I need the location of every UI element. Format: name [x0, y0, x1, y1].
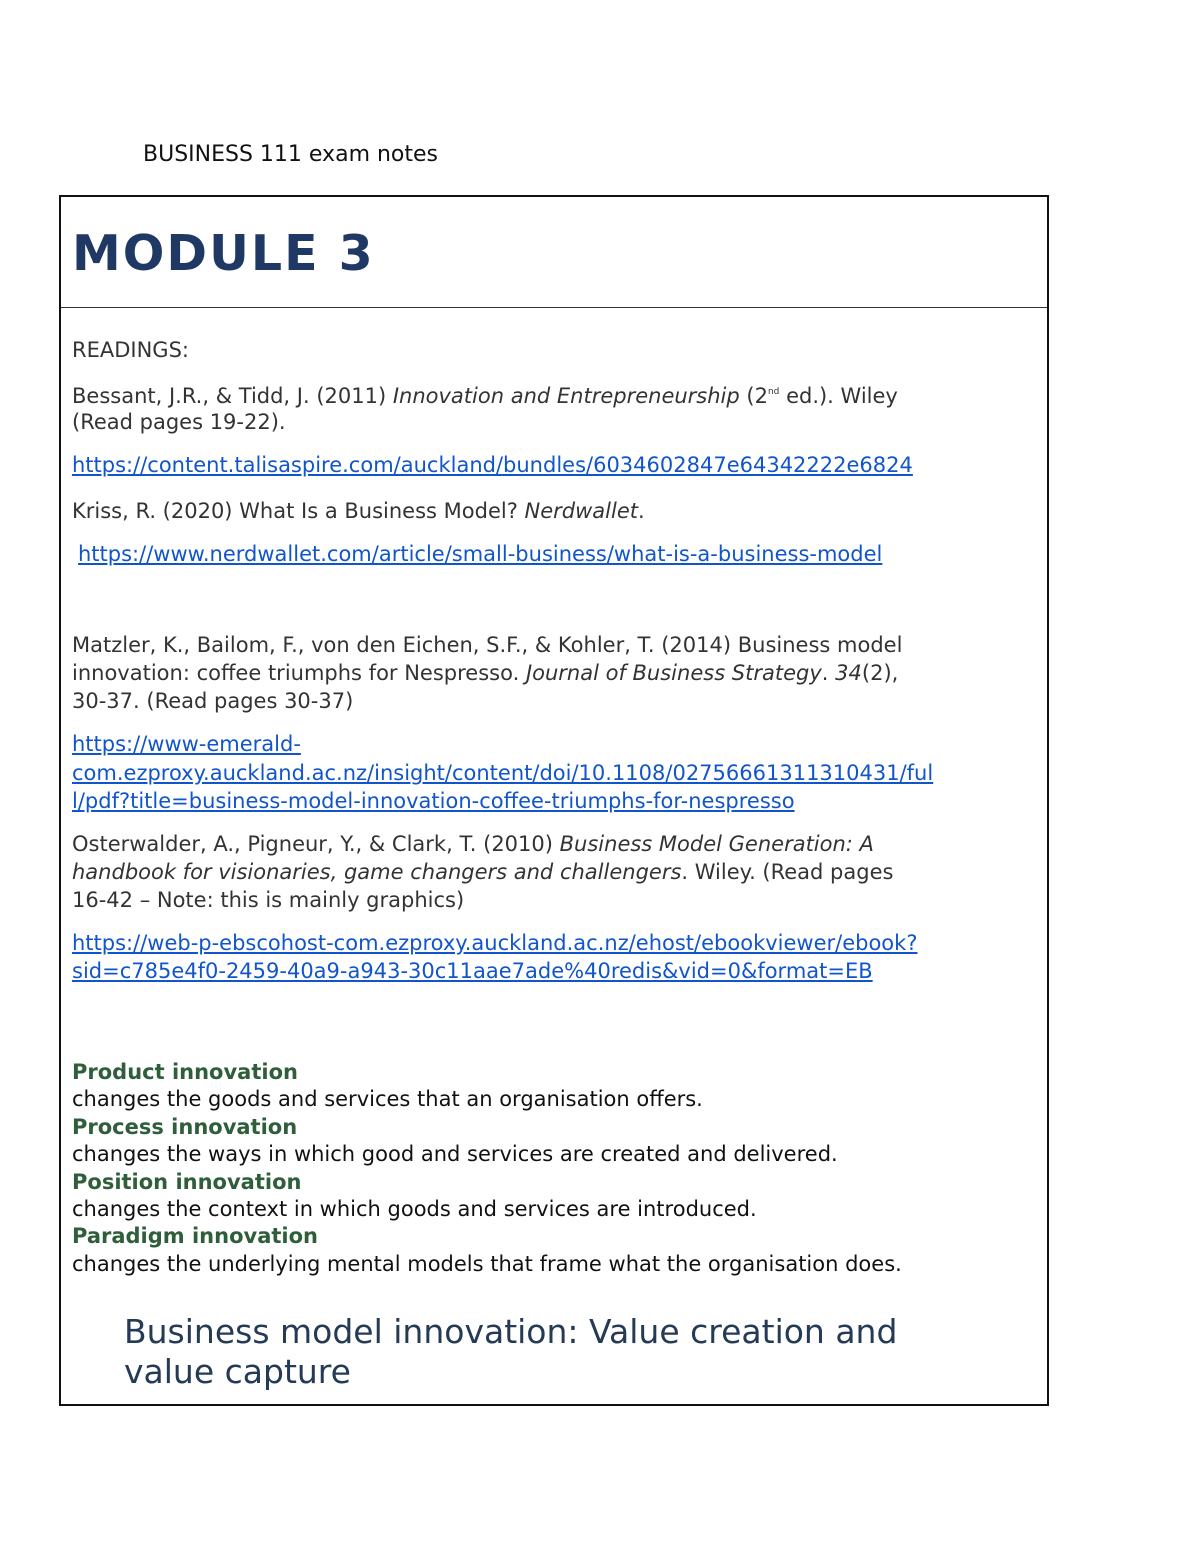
matzler-volume: 34 — [835, 661, 862, 685]
section-heading-line2: value capture — [124, 1352, 351, 1391]
matzler-link-line2[interactable]: com.ezproxy.auckland.ac.nz/insight/content/doi/10.1108/02756661311310431/ful — [72, 761, 934, 785]
bessant-edition-sup: nd — [767, 387, 780, 397]
innovation-term-process: Process innovation — [72, 1115, 298, 1139]
osterwalder-line1-pre: Osterwalder, A., Pigneur, Y., & Clark, T. (2010) — [72, 832, 560, 856]
module-box — [59, 195, 1049, 1406]
innovation-def-position: changes the context in which goods and services are introduced. — [72, 1197, 757, 1221]
matzler-sep: . — [821, 661, 836, 685]
page-header: BUSINESS 111 exam notes — [143, 142, 439, 167]
bessant-authors: Bessant, J.R., & Tidd, J. (2011) — [72, 384, 393, 408]
matzler-link-line1[interactable]: https://www-emerald- — [72, 732, 301, 756]
innovation-def-paradigm: changes the underlying mental models that frame what the organisation does. — [72, 1252, 902, 1276]
reading-matzler-line1: Matzler, K., Bailom, F., von den Eichen, S.F., & Kohler, T. (2014) Business model — [72, 633, 903, 657]
reading-osterwalder-line3: 16-42 – Note: this is mainly graphics) — [72, 888, 465, 912]
reading-osterwalder-line1 — [72, 830, 874, 858]
kriss-source: Nerdwallet — [524, 499, 638, 523]
innovation-term-position: Position innovation — [72, 1170, 302, 1194]
matzler-link-line3[interactable]: l/pdf?title=business-model-innovation-coffee-triumphs-for-nespresso — [72, 789, 795, 813]
matzler-journal: Journal of Business Strategy — [525, 661, 822, 685]
osterwalder-line2-post: . Wiley. (Read pages — [681, 860, 894, 884]
module-title: MODULE 3 — [72, 225, 375, 282]
section-heading-line1: Business model innovation: Value creation and — [124, 1312, 898, 1351]
reading-matzler-line3: 30-37. (Read pages 30-37) — [72, 689, 354, 713]
innovation-def-process: changes the ways in which good and services are created and delivered. — [72, 1142, 838, 1166]
reading-bessant-line1 — [72, 378, 898, 410]
bessant-link[interactable]: https://content.talisaspire.com/auckland/bundles/6034602847e64342222e6824 — [72, 453, 913, 477]
osterwalder-line2-title: handbook for visionaries, game changers and challengers — [72, 860, 682, 884]
bessant-edition-pre: (2 — [739, 384, 768, 408]
module-title-cell — [61, 197, 1047, 308]
osterwalder-link-line1[interactable]: https://web-p-ebscohost-com.ezproxy.auckland.ac.nz/ehost/ebookviewer/ebook? — [72, 931, 918, 955]
kriss-link[interactable]: https://www.nerdwallet.com/article/small-business/what-is-a-business-model — [78, 542, 883, 566]
osterwalder-link-line2[interactable]: sid=c785e4f0-2459-40a9-a943-30c11aae7ade%40redis&vid=0&format=EB — [72, 959, 873, 983]
innovation-def-product: changes the goods and services that an organisation offers. — [72, 1087, 703, 1111]
innovation-term-product: Product innovation — [72, 1060, 298, 1084]
readings-heading: READINGS: — [72, 338, 189, 362]
kriss-text: Kriss, R. (2020) What Is a Business Model? — [72, 499, 525, 523]
bessant-title: Innovation and Entrepreneurship — [392, 384, 740, 408]
reading-osterwalder-line2 — [72, 858, 893, 886]
matzler-issue: (2), — [861, 661, 899, 685]
osterwalder-line1-title: Business Model Generation: A — [559, 832, 874, 856]
bessant-edition-post: ed.). Wiley — [779, 384, 898, 408]
reading-bessant-line2: (Read pages 19-22). — [72, 410, 286, 434]
innovation-term-paradigm: Paradigm innovation — [72, 1224, 318, 1248]
reading-matzler-line2 — [72, 659, 898, 687]
kriss-end: . — [638, 499, 645, 523]
reading-kriss — [72, 497, 645, 525]
matzler-line2-pre: innovation: coffee triumphs for Nespresso. — [72, 661, 526, 685]
